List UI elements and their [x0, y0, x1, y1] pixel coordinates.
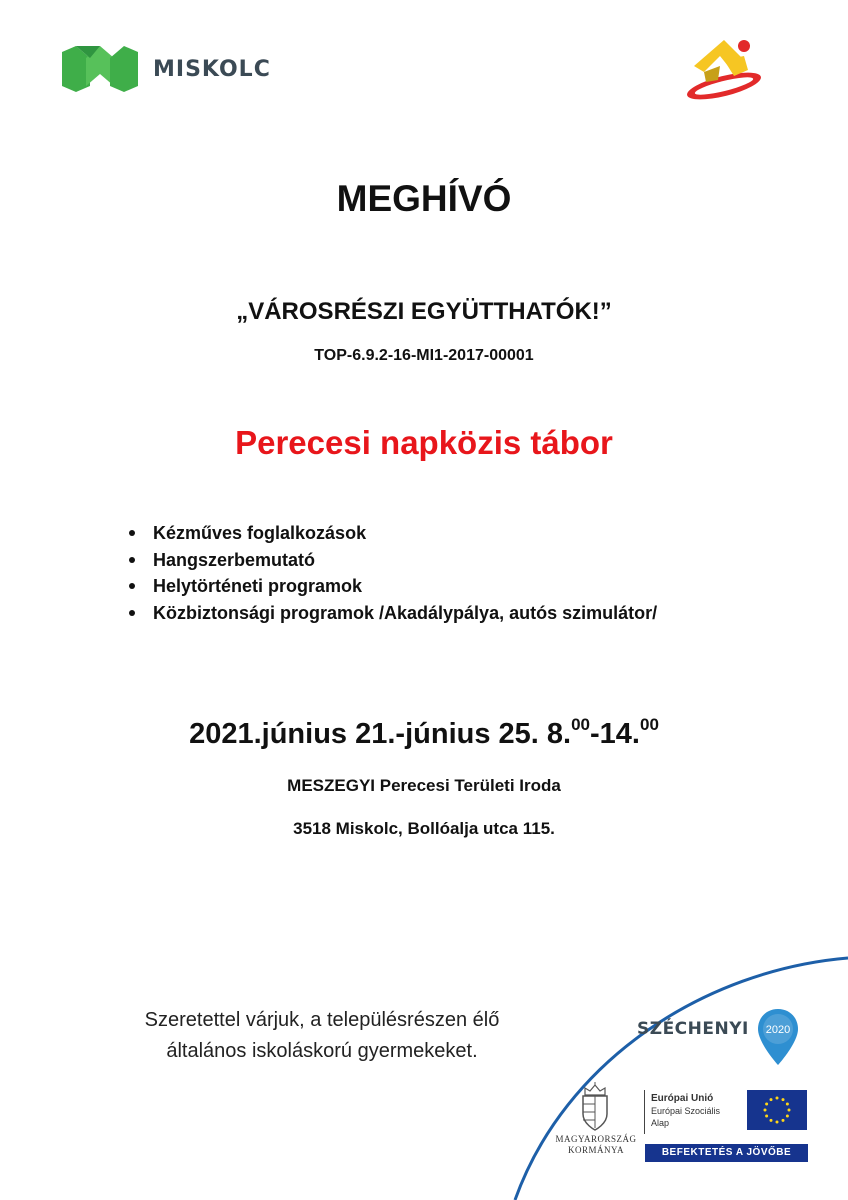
slogan-banner: BEFEKTETÉS A JÖVŐBE — [645, 1144, 808, 1162]
event-location: MESZEGYI Perecesi Területi Iroda — [287, 776, 561, 795]
eu-star — [786, 1115, 789, 1118]
government-line-1: MAGYARORSZÁG — [555, 1134, 637, 1144]
program-subtitle: „VÁROSRÉSZI EGYÜTTHATÓK!” — [236, 298, 612, 325]
event-name: Perecesi napközis tábor — [235, 424, 613, 461]
activity-list — [124, 522, 657, 628]
snowboarder-logo — [684, 36, 764, 100]
eu-title: Európai Unió — [651, 1093, 714, 1104]
eu-star — [765, 1115, 768, 1118]
list-item: Közbiztonsági programok /Akadálypálya, autós szimulátor/ — [124, 602, 657, 629]
welcome-text — [92, 1005, 552, 1067]
start-minutes: 00 — [571, 715, 590, 734]
eu-star — [776, 1097, 779, 1100]
eu-star — [770, 1119, 773, 1122]
miskolc-logo-mark — [62, 46, 138, 92]
welcome-line-2: általános iskoláskorú gyermekeket. — [166, 1040, 478, 1062]
eu-star — [782, 1119, 785, 1122]
szechenyi-2020-pin-icon — [756, 1007, 800, 1067]
government-label — [548, 1134, 644, 1156]
project-code: TOP-6.9.2-16-MI1-2017-00001 — [314, 347, 534, 364]
date-main: 2021.június 21.-június 25. 8. — [189, 718, 572, 750]
eu-fund-line-2: Alap — [651, 1118, 670, 1128]
szechenyi-year: 2020 — [765, 1024, 791, 1036]
eu-star — [764, 1109, 767, 1112]
eu-divider — [644, 1090, 645, 1134]
page-title: MEGHÍVÓ — [336, 178, 512, 219]
eu-fund-line-1: Európai Szociális — [651, 1106, 721, 1116]
eu-star — [786, 1103, 789, 1106]
list-item: Kézműves foglalkozások — [124, 522, 657, 549]
eu-flag-icon — [747, 1090, 807, 1130]
miskolc-logo-text: MISKOLC — [153, 57, 271, 82]
welcome-line-1: Szeretettel várjuk, a településrészen élő — [144, 1009, 500, 1031]
time-separator: -14. — [590, 718, 640, 750]
end-minutes: 00 — [639, 715, 659, 734]
eu-star — [765, 1103, 768, 1106]
list-item: Hangszerbemutató — [124, 549, 657, 576]
government-line-2: KORMÁNYA — [567, 1145, 624, 1155]
event-date — [0, 715, 848, 751]
list-item: Helytörténeti programok — [124, 575, 657, 602]
footer-arc — [505, 950, 848, 1200]
eu-star — [776, 1121, 779, 1124]
event-address: 3518 Miskolc, Bollóalja utca 115. — [293, 819, 555, 838]
szechenyi-label: SZÉCHENYI — [637, 1019, 749, 1039]
eu-fund-label — [651, 1092, 720, 1129]
hungarian-crest-icon — [575, 1082, 615, 1132]
eu-star — [782, 1098, 785, 1101]
eu-star — [788, 1109, 791, 1112]
eu-star — [770, 1098, 773, 1101]
